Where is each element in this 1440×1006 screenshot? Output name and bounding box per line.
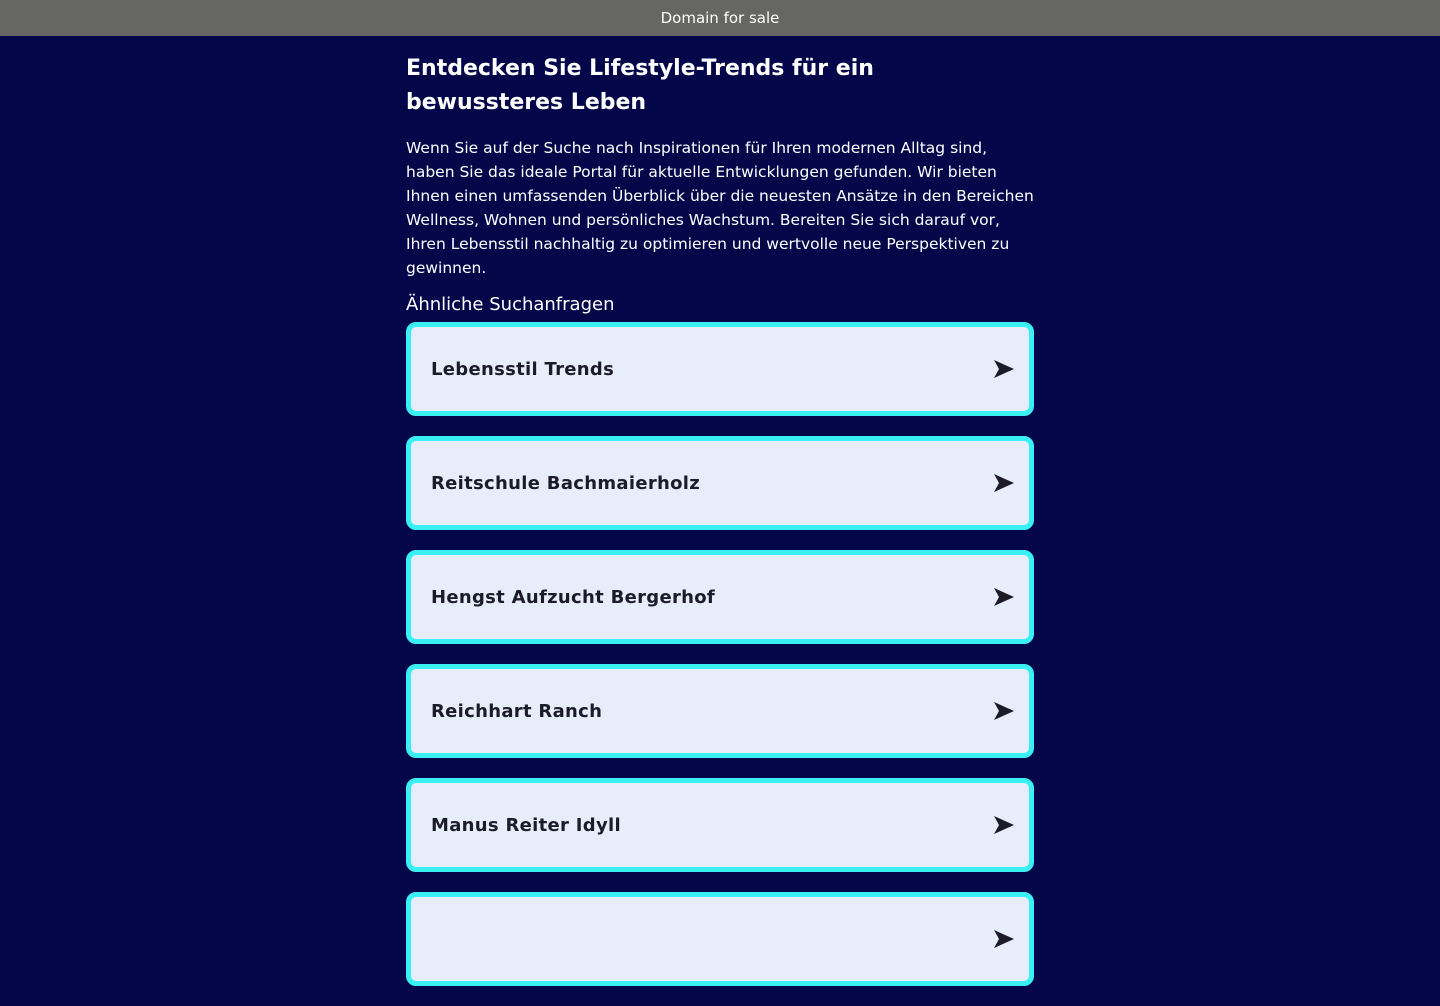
arrow-right-icon (993, 473, 1015, 493)
related-link-partial[interactable] (406, 892, 1034, 986)
main-content (406, 36, 1034, 1006)
arrow-right-icon (993, 359, 1015, 379)
related-link-reichhart-ranch[interactable] (406, 664, 1034, 758)
arrow-right-icon (993, 587, 1015, 607)
related-link-lebensstil-trends[interactable] (406, 322, 1034, 416)
page-title: Entdecken Sie Lifestyle-Trends für ein bewussteres Leben (406, 56, 874, 115)
arrow-right-icon (993, 929, 1015, 949)
related-searches-heading: Ähnliche Suchanfragen (406, 294, 615, 315)
related-link-label: Reichhart Ranch (431, 700, 603, 722)
arrow-right-icon (993, 701, 1015, 721)
related-link-label: Reitschule Bachmaierholz (431, 472, 701, 494)
related-link-label: Manus Reiter Idyll (431, 814, 621, 836)
related-link-label: Lebensstil Trends (431, 358, 615, 380)
related-link-hengst-aufzucht-bergerhof[interactable] (406, 550, 1034, 644)
intro-paragraph: Wenn Sie auf der Suche nach Inspirationen für Ihren modernen Alltag sind, haben Sie das ideale Portal für aktuelle Entwicklungen gefunden. Wir bieten Ihnen einen umfassenden Überblick über die neuesten Ansätze in den Bereichen Wellness, Wohnen und persönliches Wachstum. Bereiten Sie sich darauf vor, Ihren Lebensstil nachhaltig zu optimieren und wertvolle neue Perspektiven zu gewinnen. (406, 139, 1034, 277)
domain-for-sale-banner[interactable] (0, 0, 1440, 36)
arrow-right-icon (993, 815, 1015, 835)
related-link-manus-reiter-idyll[interactable] (406, 778, 1034, 872)
related-links-list (406, 322, 1034, 986)
banner-text: Domain for sale (660, 9, 780, 27)
related-link-label: Hengst Aufzucht Bergerhof (431, 586, 716, 608)
related-link-reitschule-bachmaierholz[interactable] (406, 436, 1034, 530)
